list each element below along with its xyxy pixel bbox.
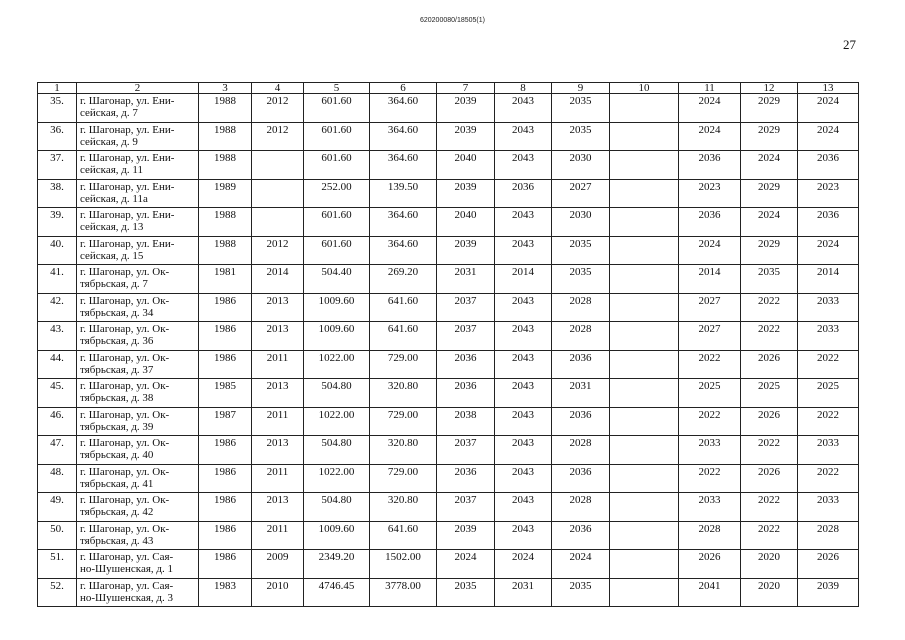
table-cell: 2026 (741, 464, 798, 493)
address-cell: г. Шагонар, ул. Ок- тябрьская, д. 34 (77, 293, 199, 322)
table-cell (252, 151, 304, 180)
table-cell: 2033 (798, 436, 859, 465)
table-cell (610, 407, 679, 436)
table-cell: 2029 (741, 122, 798, 151)
table-cell: 2043 (495, 236, 552, 265)
table-cell: 2039 (437, 236, 495, 265)
column-header: 9 (552, 83, 610, 94)
address-cell: г. Шагонар, ул. Сая- но-Шушенская, д. 3 (77, 578, 199, 607)
table-cell: 3778.00 (370, 578, 437, 607)
table-cell: 2022 (741, 322, 798, 351)
table-cell: 2014 (679, 265, 741, 294)
table-cell: 1986 (199, 350, 252, 379)
table-cell: 2027 (552, 179, 610, 208)
table-cell: 2013 (252, 493, 304, 522)
table-cell: 2041 (679, 578, 741, 607)
table-cell: 2030 (552, 208, 610, 237)
table-cell: 2022 (679, 350, 741, 379)
table-cell: 2036 (679, 208, 741, 237)
table-cell: 504.40 (304, 265, 370, 294)
table-cell: 1009.60 (304, 293, 370, 322)
table-cell: 1985 (199, 379, 252, 408)
table-cell: 320.80 (370, 379, 437, 408)
table-cell: 2024 (679, 236, 741, 265)
table-cell: 2033 (679, 436, 741, 465)
table-cell: 729.00 (370, 350, 437, 379)
table-cell: 252.00 (304, 179, 370, 208)
table-cell: 2043 (495, 464, 552, 493)
data-table (37, 82, 859, 607)
address-cell: г. Шагонар, ул. Ени- сейская, д. 7 (77, 94, 199, 123)
table-cell: 139.50 (370, 179, 437, 208)
table-cell: 2043 (495, 122, 552, 151)
table-cell: 2014 (495, 265, 552, 294)
table-cell: 2031 (437, 265, 495, 294)
table-cell: 1988 (199, 208, 252, 237)
table-row (38, 236, 859, 265)
row-number-cell: 52. (38, 578, 77, 607)
address-cell: г. Шагонар, ул. Ок- тябрьская, д. 41 (77, 464, 199, 493)
table-cell: 641.60 (370, 293, 437, 322)
row-number-cell: 39. (38, 208, 77, 237)
address-cell: г. Шагонар, ул. Ок- тябрьская, д. 40 (77, 436, 199, 465)
table-cell: 2043 (495, 151, 552, 180)
row-number-cell: 43. (38, 322, 77, 351)
table-cell: 2036 (552, 350, 610, 379)
table-cell: 2024 (552, 550, 610, 579)
table-cell: 2027 (679, 293, 741, 322)
table-cell: 2022 (798, 407, 859, 436)
table-row (38, 436, 859, 465)
row-number-cell: 51. (38, 550, 77, 579)
column-header: 2 (77, 83, 199, 94)
address-cell: г. Шагонар, ул. Ок- тябрьская, д. 38 (77, 379, 199, 408)
table-cell: 1988 (199, 151, 252, 180)
column-header: 11 (679, 83, 741, 94)
table-row (38, 407, 859, 436)
table-cell: 2026 (798, 550, 859, 579)
table-cell: 2012 (252, 122, 304, 151)
table-cell: 2022 (798, 350, 859, 379)
table-cell: 4746.45 (304, 578, 370, 607)
table-cell: 2036 (437, 464, 495, 493)
table-cell: 2026 (741, 350, 798, 379)
table-cell: 1022.00 (304, 350, 370, 379)
address-cell: г. Шагонар, ул. Ени- сейская, д. 11 (77, 151, 199, 180)
column-header: 13 (798, 83, 859, 94)
table-row (38, 521, 859, 550)
table-cell: 2020 (741, 578, 798, 607)
table-cell: 2033 (798, 293, 859, 322)
table-cell (610, 379, 679, 408)
table-cell (610, 122, 679, 151)
table-cell: 1022.00 (304, 407, 370, 436)
table-cell: 601.60 (304, 208, 370, 237)
table-row (38, 208, 859, 237)
column-header: 4 (252, 83, 304, 94)
address-cell: г. Шагонар, ул. Ок- тябрьская, д. 43 (77, 521, 199, 550)
table-cell: 2043 (495, 208, 552, 237)
table-cell: 2036 (798, 151, 859, 180)
table-cell: 1986 (199, 436, 252, 465)
table-cell: 320.80 (370, 436, 437, 465)
table-cell: 2037 (437, 493, 495, 522)
row-number-cell: 37. (38, 151, 77, 180)
table-cell: 364.60 (370, 122, 437, 151)
table-cell: 2013 (252, 436, 304, 465)
table-cell: 2043 (495, 94, 552, 123)
table-cell: 2039 (437, 122, 495, 151)
table-cell: 2036 (552, 407, 610, 436)
table-cell: 2012 (252, 94, 304, 123)
row-number-cell: 44. (38, 350, 77, 379)
table-cell: 2029 (741, 236, 798, 265)
table-cell (252, 208, 304, 237)
table-row (38, 265, 859, 294)
table-cell: 2028 (552, 293, 610, 322)
table-cell: 2035 (741, 265, 798, 294)
table-cell: 2025 (679, 379, 741, 408)
table-cell: 1009.60 (304, 322, 370, 351)
column-header: 10 (610, 83, 679, 94)
table-cell: 2028 (798, 521, 859, 550)
table-cell: 2039 (437, 521, 495, 550)
table-row (38, 94, 859, 123)
table-cell: 2022 (741, 293, 798, 322)
table-cell: 1022.00 (304, 464, 370, 493)
table-cell (610, 179, 679, 208)
table-cell: 2043 (495, 350, 552, 379)
table-cell (610, 521, 679, 550)
table-cell: 1988 (199, 122, 252, 151)
table-cell: 2349.20 (304, 550, 370, 579)
table-cell: 2037 (437, 322, 495, 351)
table-header-row (38, 83, 859, 94)
table-cell (610, 578, 679, 607)
address-cell: г. Шагонар, ул. Ени- сейская, д. 9 (77, 122, 199, 151)
column-header: 3 (199, 83, 252, 94)
row-number-cell: 50. (38, 521, 77, 550)
table-row (38, 379, 859, 408)
table-cell: 2024 (495, 550, 552, 579)
table-cell: 2013 (252, 379, 304, 408)
table-cell: 2039 (437, 179, 495, 208)
table-cell: 2036 (552, 464, 610, 493)
table-cell (610, 293, 679, 322)
table-cell: 2035 (552, 578, 610, 607)
column-header: 1 (38, 83, 77, 94)
table-cell: 2031 (552, 379, 610, 408)
table-row (38, 122, 859, 151)
table-cell: 2025 (798, 379, 859, 408)
table-cell: 1009.60 (304, 521, 370, 550)
table-cell: 2036 (495, 179, 552, 208)
table-cell: 2011 (252, 407, 304, 436)
address-cell: г. Шагонар, ул. Ок- тябрьская, д. 36 (77, 322, 199, 351)
row-number-cell: 38. (38, 179, 77, 208)
table-cell: 601.60 (304, 122, 370, 151)
table-cell: 1988 (199, 236, 252, 265)
table-row (38, 493, 859, 522)
table-cell: 2027 (679, 322, 741, 351)
table-cell: 2020 (741, 550, 798, 579)
table-cell: 2043 (495, 293, 552, 322)
table-cell: 504.80 (304, 379, 370, 408)
table-cell: 1986 (199, 550, 252, 579)
table-cell: 1502.00 (370, 550, 437, 579)
table-cell: 2038 (437, 407, 495, 436)
table-cell: 2014 (252, 265, 304, 294)
address-cell: г. Шагонар, ул. Ок- тябрьская, д. 39 (77, 407, 199, 436)
table-cell: 2043 (495, 521, 552, 550)
table-cell (610, 550, 679, 579)
table-cell: 2037 (437, 436, 495, 465)
table-cell: 2043 (495, 407, 552, 436)
table-cell: 2037 (437, 293, 495, 322)
row-number-cell: 49. (38, 493, 77, 522)
table-cell: 2009 (252, 550, 304, 579)
table-body (38, 94, 859, 607)
table-cell (610, 94, 679, 123)
table-cell: 2010 (252, 578, 304, 607)
table-cell (610, 265, 679, 294)
address-cell: г. Шагонар, ул. Ок- тябрьская, д. 7 (77, 265, 199, 294)
table-cell: 2036 (798, 208, 859, 237)
table-cell: 729.00 (370, 464, 437, 493)
table-cell: 2030 (552, 151, 610, 180)
table-cell: 1987 (199, 407, 252, 436)
table-cell: 1986 (199, 521, 252, 550)
table-cell: 2011 (252, 521, 304, 550)
table-cell: 2035 (552, 236, 610, 265)
table-cell: 2013 (252, 293, 304, 322)
column-header: 5 (304, 83, 370, 94)
table-cell (610, 322, 679, 351)
table-cell: 2035 (552, 122, 610, 151)
column-header: 7 (437, 83, 495, 94)
table-cell (610, 208, 679, 237)
table-cell: 2014 (798, 265, 859, 294)
table-cell: 2036 (437, 379, 495, 408)
table-cell: 2024 (741, 208, 798, 237)
table-cell: 2024 (798, 94, 859, 123)
table-cell (610, 436, 679, 465)
table-cell: 2043 (495, 493, 552, 522)
table-cell: 2033 (679, 493, 741, 522)
table-row (38, 350, 859, 379)
address-cell: г. Шагонар, ул. Ени- сейская, д. 15 (77, 236, 199, 265)
address-cell: г. Шагонар, ул. Ок- тябрьская, д. 42 (77, 493, 199, 522)
table-cell: 601.60 (304, 94, 370, 123)
table-cell: 1986 (199, 493, 252, 522)
table-cell: 2035 (552, 265, 610, 294)
table-cell (610, 350, 679, 379)
table-cell: 2024 (679, 94, 741, 123)
table-cell: 601.60 (304, 236, 370, 265)
table-cell: 2022 (741, 436, 798, 465)
row-number-cell: 42. (38, 293, 77, 322)
address-cell: г. Шагонар, ул. Ени- сейская, д. 13 (77, 208, 199, 237)
row-number-cell: 36. (38, 122, 77, 151)
table-cell (610, 493, 679, 522)
document-id: 620200080/18505(1) (419, 17, 485, 24)
table-cell: 2012 (252, 236, 304, 265)
column-header: 12 (741, 83, 798, 94)
table-cell: 2025 (741, 379, 798, 408)
table-cell: 2028 (552, 493, 610, 522)
table-cell: 2026 (741, 407, 798, 436)
table-cell: 364.60 (370, 94, 437, 123)
table-cell: 1986 (199, 464, 252, 493)
row-number-cell: 35. (38, 94, 77, 123)
table-cell: 2022 (798, 464, 859, 493)
table-cell: 2036 (437, 350, 495, 379)
table-cell: 601.60 (304, 151, 370, 180)
table-cell: 2024 (741, 151, 798, 180)
table-cell: 641.60 (370, 521, 437, 550)
column-header: 8 (495, 83, 552, 94)
table-cell: 320.80 (370, 493, 437, 522)
table-cell: 2013 (252, 322, 304, 351)
table-cell: 2022 (741, 521, 798, 550)
table-cell: 2011 (252, 350, 304, 379)
table-cell: 1983 (199, 578, 252, 607)
table-cell: 2024 (437, 550, 495, 579)
table-row (38, 550, 859, 579)
table-cell: 2022 (741, 493, 798, 522)
table-row (38, 179, 859, 208)
address-cell: г. Шагонар, ул. Ок- тябрьская, д. 37 (77, 350, 199, 379)
table-cell: 2040 (437, 208, 495, 237)
address-cell: г. Шагонар, ул. Ени- сейская, д. 11а (77, 179, 199, 208)
table-cell: 1981 (199, 265, 252, 294)
table-cell: 2033 (798, 493, 859, 522)
table-cell: 2043 (495, 436, 552, 465)
table-cell: 2035 (437, 578, 495, 607)
table-row (38, 578, 859, 607)
table-cell: 2024 (679, 122, 741, 151)
table-cell: 2036 (679, 151, 741, 180)
row-number-cell: 46. (38, 407, 77, 436)
table-cell: 2028 (679, 521, 741, 550)
table-row (38, 151, 859, 180)
table-cell: 2024 (798, 236, 859, 265)
table-cell: 2028 (552, 322, 610, 351)
table-cell (252, 179, 304, 208)
table-row (38, 293, 859, 322)
table-cell: 2026 (679, 550, 741, 579)
table-cell: 2033 (798, 322, 859, 351)
table-cell: 1986 (199, 322, 252, 351)
table-cell: 2022 (679, 464, 741, 493)
table-cell: 504.80 (304, 493, 370, 522)
table-cell: 2028 (552, 436, 610, 465)
table-cell: 1989 (199, 179, 252, 208)
table-cell: 2024 (798, 122, 859, 151)
table-cell: 2036 (552, 521, 610, 550)
table-row (38, 464, 859, 493)
table-cell: 504.80 (304, 436, 370, 465)
page-number: 27 (843, 37, 856, 52)
table-cell: 1986 (199, 293, 252, 322)
row-number-cell: 40. (38, 236, 77, 265)
table-cell: 2023 (798, 179, 859, 208)
table-cell: 2040 (437, 151, 495, 180)
table-cell: 364.60 (370, 208, 437, 237)
table-cell: 2022 (679, 407, 741, 436)
row-number-cell: 47. (38, 436, 77, 465)
table-cell: 2043 (495, 379, 552, 408)
table-cell (610, 464, 679, 493)
table-cell: 2039 (437, 94, 495, 123)
table-cell: 364.60 (370, 151, 437, 180)
table-cell (610, 151, 679, 180)
row-number-cell: 48. (38, 464, 77, 493)
table-cell: 2011 (252, 464, 304, 493)
table-cell: 269.20 (370, 265, 437, 294)
table-cell: 2035 (552, 94, 610, 123)
table-cell: 1988 (199, 94, 252, 123)
table-cell: 641.60 (370, 322, 437, 351)
table-cell (610, 236, 679, 265)
table-cell: 2029 (741, 94, 798, 123)
table-row (38, 322, 859, 351)
table-cell: 364.60 (370, 236, 437, 265)
table-cell: 2039 (798, 578, 859, 607)
table-cell: 2043 (495, 322, 552, 351)
table-cell: 2029 (741, 179, 798, 208)
table-cell: 2023 (679, 179, 741, 208)
table-cell: 2031 (495, 578, 552, 607)
row-number-cell: 45. (38, 379, 77, 408)
column-header: 6 (370, 83, 437, 94)
address-cell: г. Шагонар, ул. Сая- но-Шушенская, д. 1 (77, 550, 199, 579)
row-number-cell: 41. (38, 265, 77, 294)
table-cell: 729.00 (370, 407, 437, 436)
